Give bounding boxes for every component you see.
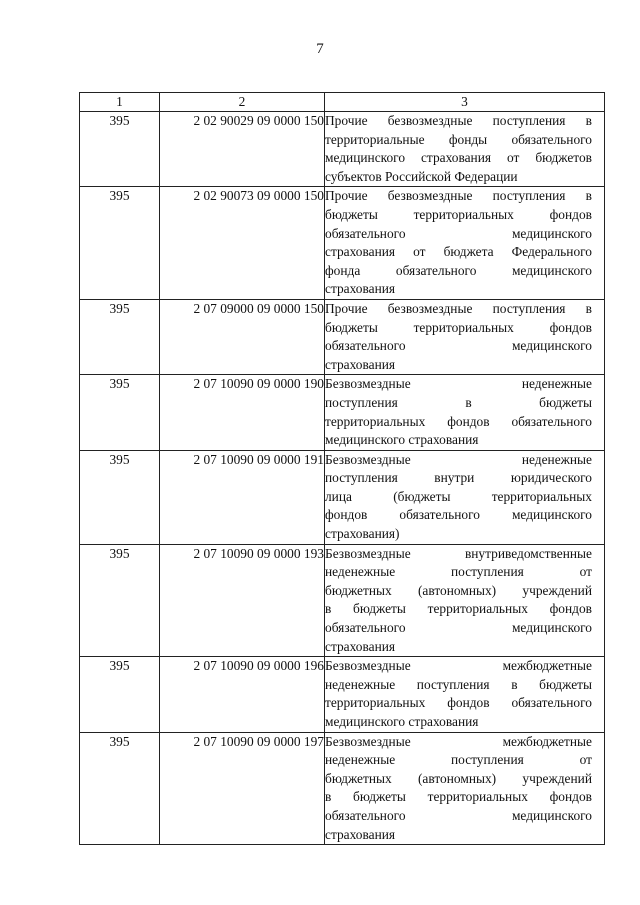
revenue-name-line: обязательного медицинского <box>325 338 592 354</box>
revenue-name-line: страхования) <box>325 526 400 542</box>
admin-code-cell: 395 <box>80 299 160 374</box>
revenue-name-cell <box>325 732 605 845</box>
table-row <box>80 375 605 450</box>
revenue-name-line: обязательного медицинского <box>325 225 592 241</box>
revenue-name-line: в бюджеты территориальных фондов <box>325 601 592 617</box>
revenue-name-line: бюджеты территориальных фондов <box>325 206 592 222</box>
table-row <box>80 450 605 544</box>
table-row <box>80 657 605 732</box>
admin-code-cell: 395 <box>80 657 160 732</box>
budget-classification-code-cell: 2 07 10090 09 0000 190 <box>160 375 325 450</box>
revenue-name-line: медицинского страхования от бюджетов <box>325 150 592 166</box>
admin-code-cell: 395 <box>80 732 160 845</box>
table-row <box>80 299 605 374</box>
revenue-name-line: лица (бюджеты территориальных <box>325 488 592 504</box>
revenue-name-line: Безвозмездные межбюджетные <box>325 658 592 674</box>
revenue-name-line: фондов обязательного медицинского <box>325 507 592 523</box>
revenue-name-line: Прочие безвозмездные поступления в <box>325 188 592 204</box>
revenue-name-line: бюджетных (автономных) учреждений <box>325 582 592 598</box>
revenue-name-cell <box>325 299 605 374</box>
admin-code-cell: 395 <box>80 112 160 187</box>
revenue-name-line: территориальных фондов обязательного <box>325 413 592 429</box>
revenue-name-line: обязательного медицинского <box>325 807 592 823</box>
table-row <box>80 544 605 657</box>
table-row <box>80 187 605 300</box>
column-header-1: 1 <box>80 93 160 112</box>
budget-classification-code-cell: 2 02 90073 09 0000 150 <box>160 187 325 300</box>
budget-classification-code-cell: 2 07 10090 09 0000 193 <box>160 544 325 657</box>
revenue-name-line: фонда обязательного медицинского <box>325 262 592 278</box>
column-header-2: 2 <box>160 93 325 112</box>
revenue-name-line: поступления внутри юридического <box>325 470 592 486</box>
revenue-name-line: неденежные поступления в бюджеты <box>325 676 592 692</box>
revenue-name-line: Безвозмездные неденежные <box>325 451 592 467</box>
revenue-name-line: страхования от бюджета Федерального <box>325 244 592 260</box>
revenue-name-line: обязательного медицинского <box>325 620 592 636</box>
budget-classification-code-cell: 2 07 10090 09 0000 196 <box>160 657 325 732</box>
revenue-name-line: Прочие безвозмездные поступления в <box>325 300 592 316</box>
admin-code-cell: 395 <box>80 544 160 657</box>
revenue-name-line: медицинского страхования <box>325 432 479 448</box>
budget-classification-code-cell: 2 07 09000 09 0000 150 <box>160 299 325 374</box>
revenue-name-line: страхования <box>325 826 396 842</box>
page-number: 7 <box>316 41 324 57</box>
revenue-name-cell <box>325 544 605 657</box>
revenue-name-line: Безвозмездные межбюджетные <box>325 733 592 749</box>
table-row <box>80 112 605 187</box>
table-row <box>80 732 605 845</box>
budget-classification-code-cell: 2 07 10090 09 0000 197 <box>160 732 325 845</box>
revenue-name-line: бюджеты территориальных фондов <box>325 319 592 335</box>
revenue-name-line: бюджетных (автономных) учреждений <box>325 770 592 786</box>
revenue-name-line: неденежные поступления от <box>325 752 592 768</box>
revenue-name-line: поступления в бюджеты <box>325 394 592 410</box>
budget-codes-table <box>79 92 605 845</box>
revenue-name-cell <box>325 450 605 544</box>
revenue-name-line: субъектов Российской Федерации <box>325 168 518 184</box>
table-header-row <box>80 93 605 112</box>
budget-classification-code-cell: 2 07 10090 09 0000 191 <box>160 450 325 544</box>
revenue-name-line: медицинского страхования <box>325 714 479 729</box>
admin-code-cell: 395 <box>80 450 160 544</box>
revenue-name-line: территориальные фонды обязательного <box>325 131 592 147</box>
revenue-name-line: страхования <box>325 281 396 297</box>
table-body <box>80 112 605 845</box>
revenue-name-cell <box>325 112 605 187</box>
revenue-name-line: страхования <box>325 356 396 372</box>
revenue-name-line: территориальных фондов обязательного <box>325 695 592 711</box>
revenue-name-line: страхования <box>325 638 396 654</box>
revenue-name-line: неденежные поступления от <box>325 564 592 580</box>
revenue-name-cell <box>325 375 605 450</box>
revenue-name-line: Безвозмездные неденежные <box>325 376 592 392</box>
revenue-name-line: Безвозмездные внутриведомственные <box>325 545 592 561</box>
revenue-name-line: в бюджеты территориальных фондов <box>325 789 592 805</box>
column-header-3: 3 <box>325 93 605 112</box>
revenue-name-line: Прочие безвозмездные поступления в <box>325 113 592 128</box>
revenue-name-cell <box>325 657 605 732</box>
revenue-name-cell <box>325 187 605 300</box>
admin-code-cell: 395 <box>80 375 160 450</box>
admin-code-cell: 395 <box>80 187 160 300</box>
budget-classification-code-cell: 2 02 90029 09 0000 150 <box>160 112 325 187</box>
